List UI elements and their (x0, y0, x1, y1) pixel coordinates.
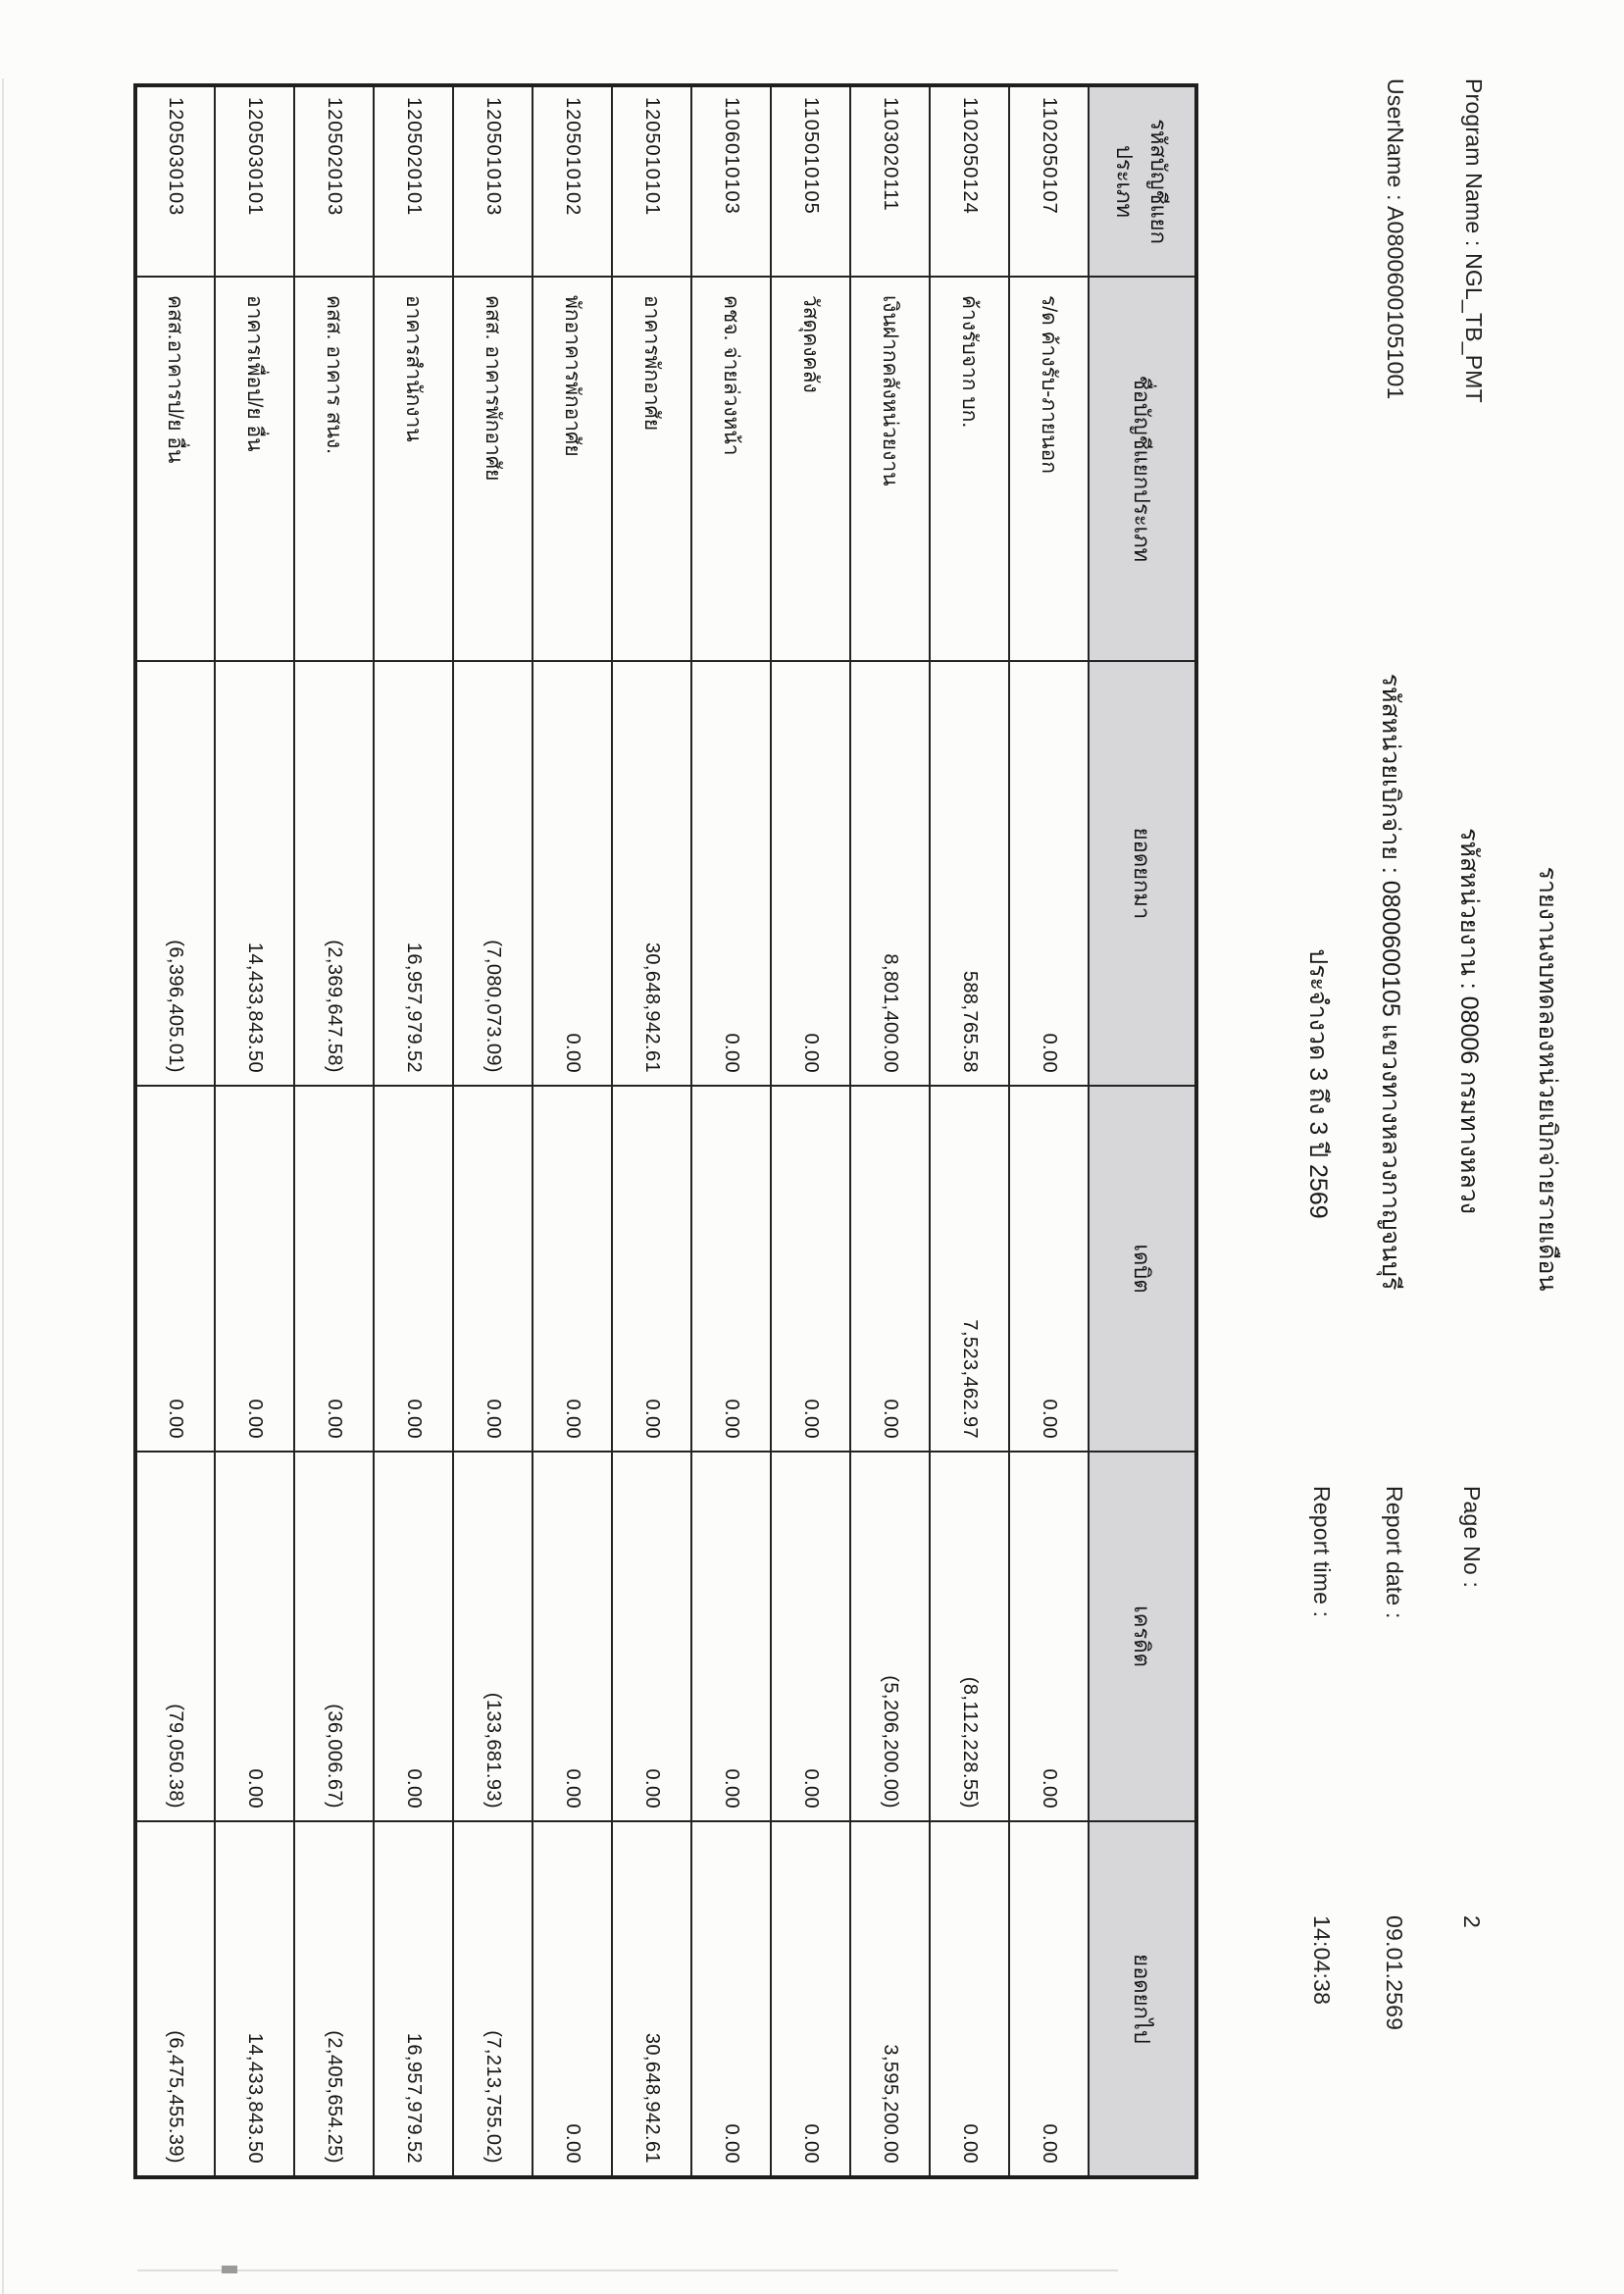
page-no-label: Page No : (1459, 1486, 1485, 1589)
table-row (294, 85, 374, 2177)
cell-credit: 0.00 (374, 1452, 453, 1821)
table-row (135, 85, 215, 2177)
cell-credit: (8,112,228.55) (930, 1452, 1009, 1821)
report-date-value: 09.01.2569 (1382, 1915, 1407, 2031)
cell-opening: 588,765.58 (930, 661, 1009, 1086)
agency-line: รหัสหน่วยงาน : 08006 กรมทางหลวง (1455, 828, 1483, 1214)
cell-name: ร/ด ค้างรับ-ภายนอก (1009, 277, 1089, 661)
scan-artifact-line (137, 2269, 1118, 2271)
cell-name: พักอาคารพักอาศัย (533, 277, 612, 661)
cell-debit: 0.00 (215, 1086, 294, 1452)
cell-name: คชจ. จ่ายล่วงหน้า (691, 277, 771, 661)
cell-code: 1205030103 (135, 85, 215, 277)
cell-opening: (7,080,073.09) (453, 661, 533, 1086)
cell-credit: (133,681.93) (453, 1452, 533, 1821)
cell-debit: 0.00 (135, 1086, 215, 1452)
cell-name: วัสดุคงคลัง (771, 277, 850, 661)
cell-credit: 0.00 (771, 1452, 850, 1821)
cell-code: 1103020111 (850, 85, 930, 277)
cell-name: คสส.อาคารป/ย อื่น (135, 277, 215, 661)
scan-artifact-smudge (222, 2266, 237, 2273)
header-closing-balance: ยอดยกไป (1089, 1821, 1196, 2177)
report-title: รายงานงบทดลองหน่วยเบิกจ่ายรายเดือน (1534, 866, 1561, 1292)
cell-name: อาคารสำนักงาน (374, 277, 453, 661)
cell-closing: (7,213,755.02) (453, 1821, 533, 2177)
cell-debit: 0.00 (612, 1086, 691, 1452)
cell-debit: 0.00 (1009, 1086, 1089, 1452)
report-time-label: Report time : (1309, 1486, 1335, 1618)
table-row (691, 85, 771, 2177)
cell-debit: 0.00 (453, 1086, 533, 1452)
table-row (215, 85, 294, 2177)
table-header-row (1089, 85, 1196, 2177)
report-date-label: Report date : (1382, 1486, 1407, 1619)
cell-code: 1106010103 (691, 85, 771, 277)
cell-debit: 0.00 (691, 1086, 771, 1452)
cell-closing: 0.00 (533, 1821, 612, 2177)
header-debit: เดบิต (1089, 1086, 1196, 1452)
cell-opening: 30,648,942.61 (612, 661, 691, 1086)
cell-name: เงินฝากคลังหน่วยงาน (850, 277, 930, 661)
header-gl-code: รหัสบัญชีแยกประเภท (1089, 85, 1196, 277)
table-row (374, 85, 453, 2177)
cell-code: 1205010102 (533, 85, 612, 277)
cell-debit: 0.00 (771, 1086, 850, 1452)
trial-balance-table (133, 83, 1198, 2179)
cell-name: ค้างรับจาก บก. (930, 277, 1009, 661)
cell-debit: 0.00 (850, 1086, 930, 1452)
cell-debit: 0.00 (294, 1086, 374, 1452)
cell-opening: (6,396,405.01) (135, 661, 215, 1086)
cell-closing: (2,405,654.25) (294, 1821, 374, 2177)
cell-code: 1205010101 (612, 85, 691, 277)
cell-closing: 3,595,200.00 (850, 1821, 930, 2177)
cell-opening: 0.00 (771, 661, 850, 1086)
cell-credit: (36,006.67) (294, 1452, 374, 1821)
cell-opening: 0.00 (1009, 661, 1089, 1086)
cell-closing: (6,475,455.39) (135, 1821, 215, 2177)
cell-credit: 0.00 (533, 1452, 612, 1821)
cell-closing: 0.00 (771, 1821, 850, 2177)
period-line: ประจำงวด 3 ถึง 3 ปี 2569 (1304, 948, 1332, 1219)
cell-credit: 0.00 (1009, 1452, 1089, 1821)
cell-credit: 0.00 (612, 1452, 691, 1821)
cell-closing: 14,433,843.50 (215, 1821, 294, 2177)
header-gl-name: ชื่อบัญชีแยกประเภท (1089, 277, 1196, 661)
cell-code: 1205020101 (374, 85, 453, 277)
cell-credit: (5,206,200.00) (850, 1452, 930, 1821)
cell-debit: 0.00 (374, 1086, 453, 1452)
report-time-value: 14:04:38 (1309, 1915, 1335, 2006)
cell-code: 1205010103 (453, 85, 533, 277)
cell-credit: 0.00 (215, 1452, 294, 1821)
cell-opening: 8,801,400.00 (850, 661, 930, 1086)
cell-name: อาคารเพื่อป/ย อื่น (215, 277, 294, 661)
cell-opening: 14,433,843.50 (215, 661, 294, 1086)
cell-code: 1105010105 (771, 85, 850, 277)
cell-credit: (79,050.38) (135, 1452, 215, 1821)
cell-code: 1102050124 (930, 85, 1009, 277)
cell-code: 1205020103 (294, 85, 374, 277)
table-row (771, 85, 850, 2177)
user-name-line: UserName : A08006001051001 (1383, 78, 1408, 400)
page-no-value: 2 (1459, 1915, 1485, 1928)
table-row (1009, 85, 1089, 2177)
cell-code: 1205030101 (215, 85, 294, 277)
cell-name: คสส. อาคาร สนง. (294, 277, 374, 661)
table-row (612, 85, 691, 2177)
cell-opening: 16,957,979.52 (374, 661, 453, 1086)
cell-debit: 7,523,462.97 (930, 1086, 1009, 1452)
cell-closing: 0.00 (930, 1821, 1009, 2177)
scan-artifact-edge (2, 78, 4, 2294)
cell-closing: 0.00 (1009, 1821, 1089, 2177)
table-row (533, 85, 612, 2177)
cell-opening: (2,369,647.58) (294, 661, 374, 1086)
cell-name: อาคารพักอาศัย (612, 277, 691, 661)
cell-closing: 0.00 (691, 1821, 771, 2177)
cell-name: คสส. อาคารพักอาศัย (453, 277, 533, 661)
cell-credit: 0.00 (691, 1452, 771, 1821)
cell-closing: 16,957,979.52 (374, 1821, 453, 2177)
table-row (453, 85, 533, 2177)
header-credit: เครดิต (1089, 1452, 1196, 1821)
table-row (930, 85, 1009, 2177)
table-row (850, 85, 930, 2177)
program-name-line: Program Name : NGL_TB_PMT (1461, 78, 1487, 403)
cell-debit: 0.00 (533, 1086, 612, 1452)
unit-line: รหัสหน่วยเบิกจ่าย : 0800600105 แขวงทางหลวงกาญจนบุรี (1377, 673, 1404, 1291)
header-opening-balance: ยอดยกมา (1089, 661, 1196, 1086)
cell-closing: 30,648,942.61 (612, 1821, 691, 2177)
cell-code: 1102050107 (1009, 85, 1089, 277)
cell-opening: 0.00 (533, 661, 612, 1086)
cell-opening: 0.00 (691, 661, 771, 1086)
